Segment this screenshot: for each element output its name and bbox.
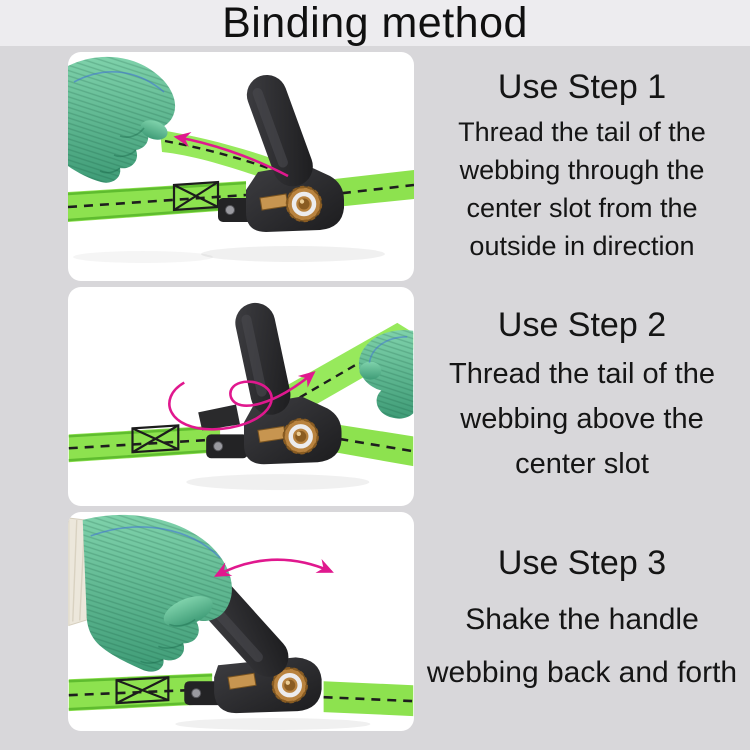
step1-text	[414, 52, 750, 281]
step-line: webbing above the	[460, 402, 704, 435]
step-heading: Use Step 1	[497, 67, 667, 106]
step1-photo-panel	[68, 52, 414, 281]
step-row-3	[68, 512, 750, 731]
step-heading: Use Step 2	[497, 306, 667, 345]
step2-photo	[68, 287, 414, 506]
page-title: Binding method	[222, 0, 528, 47]
ratchet-handle	[232, 299, 295, 418]
step-line: Thread the tail of the	[449, 357, 715, 390]
glove	[83, 515, 232, 672]
ratchet-gear-icon	[287, 187, 321, 221]
step3-photo-panel	[68, 512, 414, 731]
step-row-1	[68, 52, 750, 281]
webbing-strap-right	[324, 681, 414, 716]
shake-arrow-icon	[216, 560, 331, 576]
webbing-strap-left	[69, 425, 220, 462]
glove	[68, 57, 175, 183]
step-line: Thread the tail of the	[458, 117, 706, 148]
step1-photo	[68, 52, 414, 281]
rivet	[226, 206, 235, 215]
step-line: webbing back and forth	[426, 656, 738, 690]
steps-container	[0, 46, 750, 731]
step2-text	[414, 287, 750, 506]
step-line: webbing through the	[459, 155, 705, 186]
step3-text	[414, 512, 750, 731]
rivet	[214, 442, 223, 451]
step-heading: Use Step 3	[497, 543, 667, 582]
rivet	[192, 689, 201, 698]
step2-photo-panel	[68, 287, 414, 506]
ratchet-gear-icon	[284, 419, 318, 453]
step-line: Shake the handle	[465, 603, 699, 637]
step-line: outside in direction	[469, 231, 695, 262]
step-row-2	[68, 287, 750, 506]
step-line: center slot from the	[466, 193, 698, 224]
step3-photo	[68, 512, 414, 731]
ratchet-base-plate	[206, 434, 248, 458]
header-band	[0, 0, 750, 46]
step-line: center slot	[515, 447, 649, 480]
